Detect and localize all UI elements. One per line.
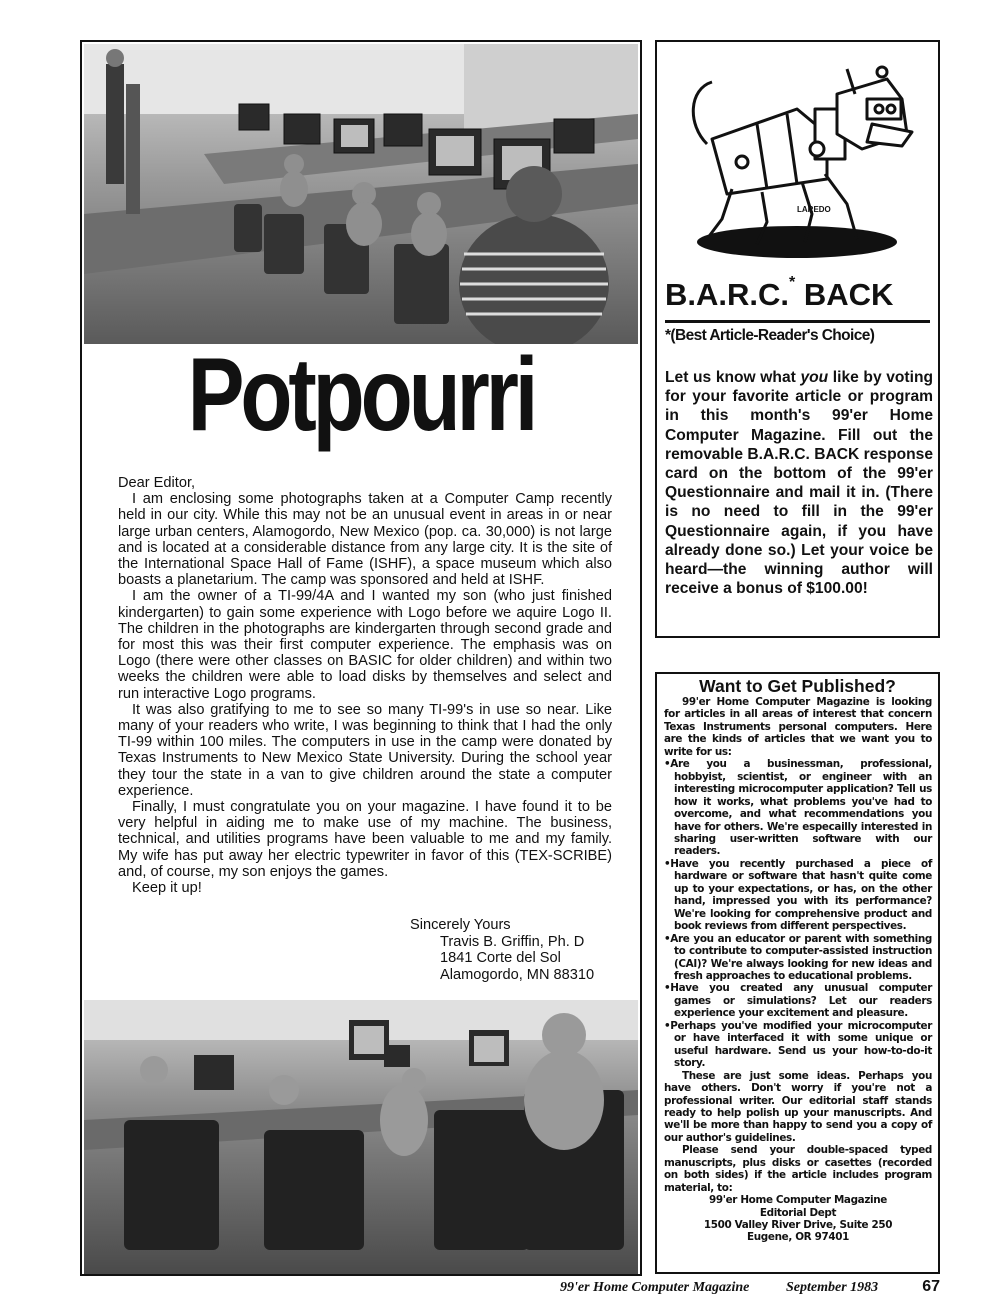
- barc-divider: [665, 320, 930, 323]
- want-body: [664, 696, 932, 1244]
- page-number: 67: [922, 1278, 940, 1295]
- barc-body-start: Let us know what: [665, 369, 801, 386]
- photo-computer-camp-classroom: [84, 44, 638, 344]
- footer-issue-date: September 1983: [786, 1280, 879, 1295]
- letter-paragraph: Finally, I must congratulate you on your magazine. I have found it to be very helpful in aiding me to make use of my machine. The business, technical, and utilities programs have been valuable to me and my family. My wife has put away her electric typewriter in favor of this (TEX-SCRIBE) and, of course, my son enjoys the games.: [118, 799, 612, 880]
- want-paragraph: These are just some ideas. Perhaps you have others. Don't worry if you're not a professional writer. Our editorial staff stands ready to help polish up your manuscripts. And we'll be more than happy to send you a copy of our author's guidelines.: [664, 1069, 932, 1144]
- children-photo-graphic: [84, 1000, 638, 1274]
- letter-signoff: [410, 917, 594, 983]
- want-published-box: [655, 672, 940, 1274]
- want-bullet: • Are you an educator or parent with something to contribute to computer-assisted instruction (CAI)? We're always looking for new ideas and fresh approaches to educational problems.: [664, 933, 932, 983]
- barc-title-star: *: [789, 274, 796, 291]
- photo-children-at-computers: [84, 1000, 638, 1274]
- want-bullet: • Have you recently purchased a piece of hardware or software that hasn't quite come up to your expectations, or has, on the other hand, impressed you with its performance? We're looking for comprehensive product and book reviews from different perspectives.: [664, 858, 932, 933]
- page-footer: [560, 1278, 940, 1298]
- barc-title-suffix: BACK: [803, 277, 894, 312]
- address-line: Editorial Dept: [759, 1206, 837, 1219]
- letter-signature-city: Alamogordo, MN 88310: [440, 966, 595, 983]
- want-title: Want to Get Published?: [699, 676, 896, 696]
- footer-magazine-name: 99'er Home Computer Magazine: [560, 1280, 750, 1295]
- classroom-photo-graphic: [84, 44, 638, 344]
- barc-box: [655, 40, 940, 638]
- cartoon-signature: LAREDO: [797, 205, 831, 214]
- letter-signature-name: Travis B. Griffin, Ph. D: [440, 933, 585, 950]
- letter-salutation: Dear Editor,: [118, 475, 196, 491]
- address-line: Eugene, OR 97401: [747, 1231, 849, 1244]
- barc-body-rest: like by voting for your favorite article or program in this month's 99'er Home Computer Magazine. Fill out the removable B.A.R.C. BACK response card on the bottom of the 99'er Questionnaire and mail it in. (There is no need to fill in the 99'er Questionnaire again, if you have already done so.) Let your voice be heard—the winning author will receive a bonus of $100.00!: [665, 369, 934, 598]
- letter-signature-street: 1841 Corte del Sol: [440, 950, 561, 966]
- article-title: Potpourri: [187, 337, 535, 453]
- address-line: 1500 Valley River Drive, Suite 250: [703, 1219, 893, 1232]
- want-bullet: • Are you a businessman, professional, hobbyist, scientist, or engineer with an interesting microcomputer application? Tell us how it works, what problems you've had to overcome, and what recommendations you have for others. We're especailly interested in sharing user-written software with our readers.: [664, 758, 932, 858]
- address-line: 99'er Home Computer Magazine: [709, 1194, 887, 1207]
- letter-paragraph: Keep it up!: [132, 880, 202, 897]
- barc-title: [665, 274, 930, 313]
- barc-body-emphasis: you: [800, 369, 829, 386]
- barc-body: [665, 368, 933, 598]
- want-bullet: • Have you created any unusual computer games or simulations? Let our readers experience your excitement and pleasure.: [664, 982, 932, 1019]
- want-intro: 99'er Home Computer Magazine is looking for articles in all areas of interest that concern Texas Instruments personal computers. Here are the kinds of articles that we want you to write for us:: [664, 696, 932, 758]
- letter-paragraph: I am the owner of a TI-99/4A and I wanted my son (who just finished kindergarten) to gain some experience with Logo before we aquire Logo II. The children in the photographs are kindergarten through second grade and for most this was their first computer experience. The emphasis was on Logo (there were other classes on BASIC for older children) and within two weeks the children were able to load disks by themselves and select and run interactive Logo programs.: [118, 588, 612, 702]
- barc-title-text: B.A.R.C.: [665, 277, 789, 312]
- letter-paragraph: I am enclosing some photographs taken at a Computer Camp recently held in our city. While this may not be an unusual event in areas in or near large urban centers, Alamogordo, New Mexico (pop. ca. 30,000) is not large and is located at a considerable distance from any large city. It is the site of the International Space Hall of Fame (ISHF), a space museum which also boasts a planetarium. The camp was sponsored and held at ISHF.: [118, 491, 612, 589]
- want-bullet: • Perhaps you've modified your microcomputer or have interfaced it with some unique or useful hardware. Send us your how-to-do-it story.: [664, 1020, 932, 1070]
- letter-closing: Sincerely Yours: [410, 917, 511, 933]
- robot-dog-cartoon: [687, 54, 917, 264]
- want-bullet-list: [664, 758, 932, 1069]
- want-paragraph: Please send your double-spaced typed manuscripts, plus disks or casettes (recorded on both sides) if the article includes program material, to:: [664, 1144, 932, 1194]
- letter-body: [118, 475, 612, 896]
- barc-subtitle: *(Best Article-Reader's Choice): [665, 327, 875, 344]
- want-mailing-address: [664, 1194, 932, 1244]
- letter-paragraph: It was also gratifying to me to see so many TI-99's in use so near. Like many of your readers who write, I was beginning to think that I had the only TI-99 within 100 miles. The computers in use in the camp were donated by Texas Instruments to New Mexico State University. During the school year they tour the state in a van to give children around the state a computer experience.: [118, 701, 612, 799]
